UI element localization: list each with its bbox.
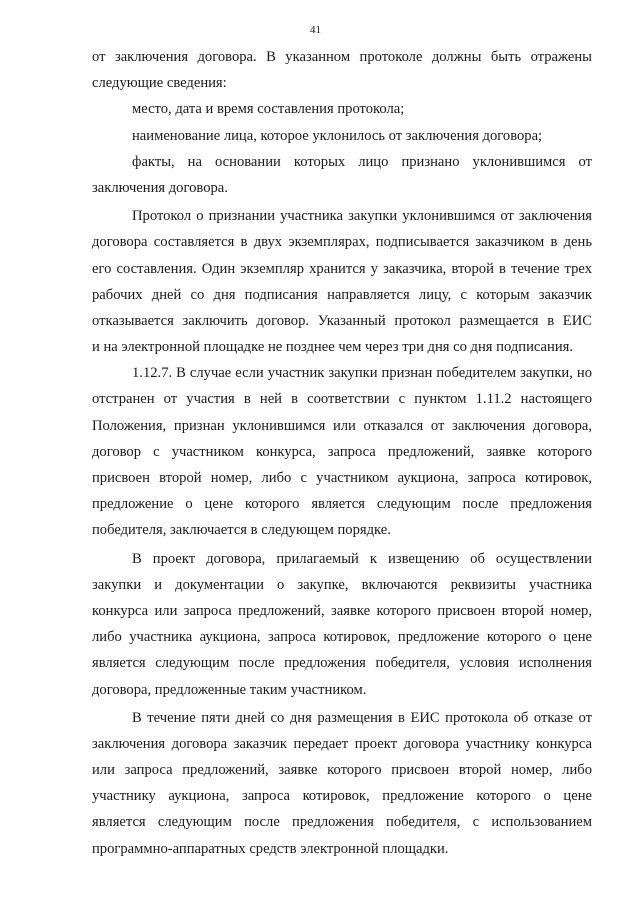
- text-line: присвоен второй номер, либо с участником аукциона, запроса котировок,: [92, 470, 592, 486]
- text-line: отстранен от участия в ней в соответствии с пунктом 1.11.2 настоящего: [92, 391, 592, 408]
- text-line: победителя, заключается в следующем порядке.: [92, 522, 391, 539]
- text-line: В проект договора, прилагаемый к извещению об осуществлении: [132, 550, 592, 567]
- text-line: Протокол о признании участника закупки уклонившимся от заключения: [132, 208, 592, 225]
- page-number: 41: [310, 24, 321, 36]
- text-line: договора составляется в двух экземплярах, подписывается заказчиком в день: [92, 234, 592, 251]
- text-line: предложение о цене которого является следующим после предложения: [92, 496, 592, 513]
- text-line: участнику аукциона, запроса котировок, предложение которого о цене: [92, 788, 592, 805]
- text-line: от заключения договора. В указанном протоколе должны быть отражены: [92, 49, 592, 65]
- text-line: Положения, признан уклонившимся или отказался от заключения договора,: [92, 417, 592, 434]
- text-line: либо участника аукциона, запроса котировок, предложение которого о цене: [92, 629, 592, 646]
- text-line: следующие сведения:: [92, 75, 227, 92]
- text-line: является следующим после предложения победителя, условия исполнения: [92, 655, 592, 672]
- text-line: факты, на основании которых лицо признано уклонившимся от: [132, 153, 592, 170]
- text-line: В течение пяти дней со дня размещения в ЕИС протокола об отказе от: [132, 709, 592, 726]
- text-line: заключения договора заказчик передает проект договора участнику конкурса: [92, 735, 592, 752]
- text-line: 1.12.7. В случае если участник закупки признан победителем закупки, но: [132, 365, 592, 382]
- text-line: рабочих дней со дня подписания направляется лицу, с которым заказчик: [92, 286, 592, 303]
- text-line: наименование лица, которое уклонилось от заключения договора;: [132, 127, 543, 144]
- text-line: договор с участником конкурса, запроса предложений, заявке которого: [92, 443, 592, 460]
- text-line: конкурса или запроса предложений, заявке которого присвоен второй номер,: [92, 602, 592, 619]
- text-line: и на электронной площадке не позднее чем через три дня со дня подписания.: [92, 339, 573, 356]
- text-line: договора, предложенные таким участником.: [92, 681, 367, 698]
- text-line: программно-аппаратных средств электронной площадки.: [92, 840, 449, 857]
- text-line: место, дата и время составления протокола;: [132, 101, 405, 118]
- text-line: заключения договора.: [92, 179, 228, 196]
- document-body: [92, 44, 592, 862]
- text-line: закупки и документации о закупке, включаются реквизиты участника: [92, 576, 592, 593]
- text-line: его составления. Один экземпляр хранится у заказчика, второй в течение трех: [92, 260, 592, 277]
- text-line: отказывается заключить договор. Указанный протокол размещается в ЕИС: [92, 312, 592, 329]
- text-line: является следующим после предложения победителя, с использованием: [92, 814, 592, 831]
- text-line: или запроса предложений, заявке которого присвоен второй номер, либо: [92, 762, 592, 779]
